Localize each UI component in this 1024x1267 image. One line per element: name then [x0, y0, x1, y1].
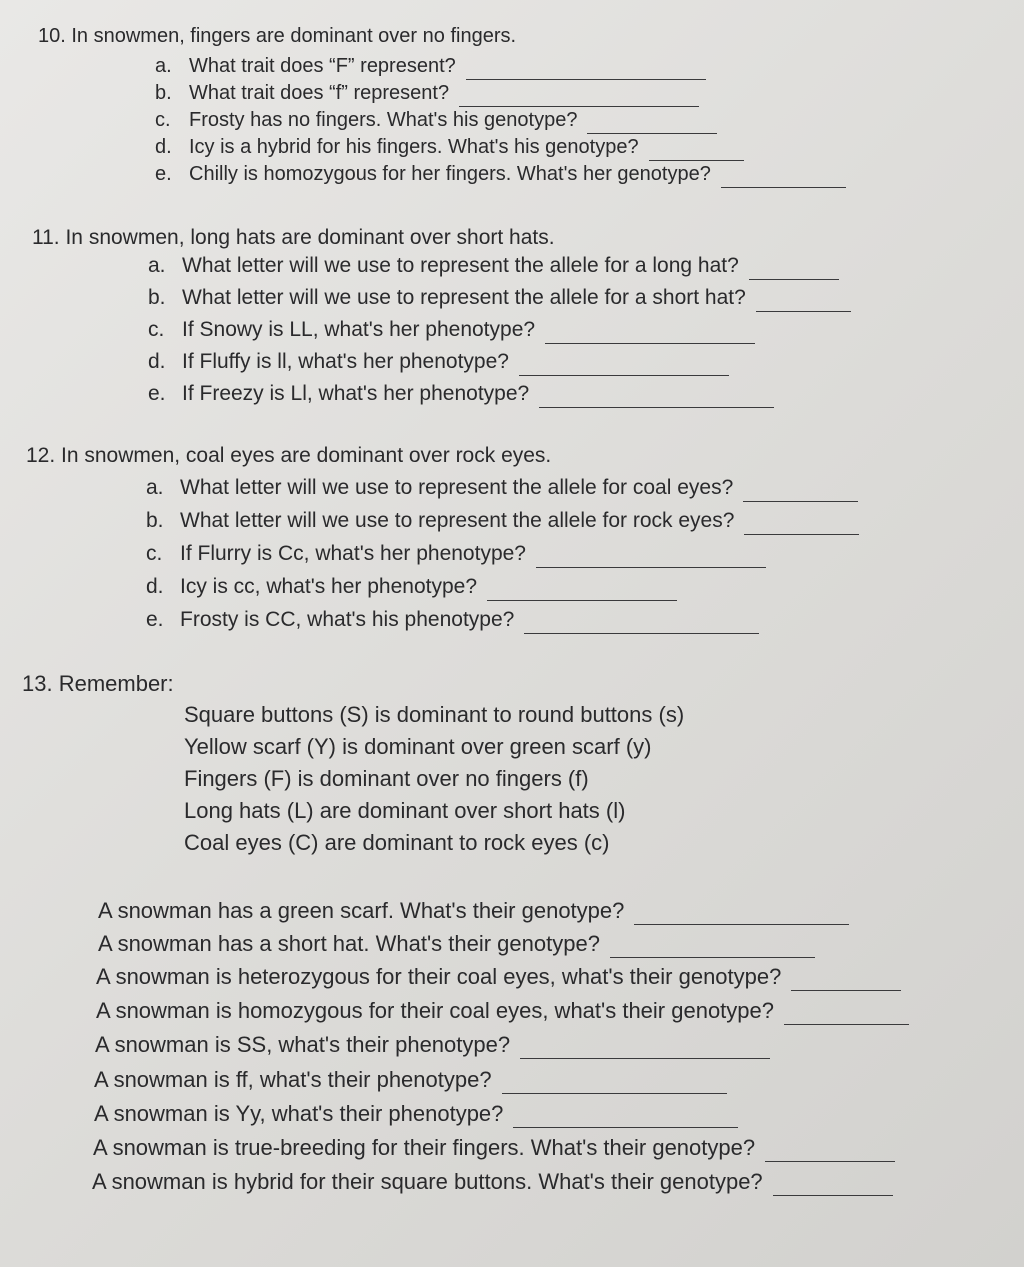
q11-item-c: c. If Snowy is LL, what's her phenotype?	[148, 316, 755, 344]
answer-blank[interactable]	[539, 387, 774, 408]
q13-question: A snowman is SS, what's their phenotype?	[95, 1031, 770, 1059]
q10-heading: 10. In snowmen, fingers are dominant over no fingers.	[38, 25, 517, 47]
q13-question: A snowman is homozygous for their coal eyes, what's their genotype?	[96, 997, 909, 1025]
answer-blank[interactable]	[545, 323, 755, 344]
q13-heading: 13. Remember:	[22, 671, 174, 696]
q10-item-b: b. What trait does “f” represent?	[155, 79, 699, 107]
q13-question: A snowman has a green scarf. What's their genotype?	[98, 897, 849, 925]
q12-item-a: a. What letter will we use to represent the allele for coal eyes?	[146, 474, 858, 502]
answer-blank[interactable]	[765, 1141, 895, 1162]
answer-blank[interactable]	[743, 481, 858, 502]
q12-item-d: d. Icy is cc, what's her phenotype?	[146, 573, 677, 601]
q10-item-a: a. What trait does “F” represent?	[155, 52, 706, 80]
q11-item-d: d. If Fluffy is ll, what's her phenotype?	[148, 348, 729, 376]
answer-blank[interactable]	[784, 1004, 909, 1025]
q13-question: A snowman is hybrid for their square buttons. What's their genotype?	[92, 1168, 893, 1196]
answer-blank[interactable]	[749, 259, 839, 280]
q13-question: A snowman has a short hat. What's their genotype?	[98, 930, 815, 958]
answer-blank[interactable]	[466, 59, 706, 80]
q13-rule: Long hats (L) are dominant over short hats (l)	[184, 798, 626, 823]
answer-blank[interactable]	[610, 937, 815, 958]
q13-question: A snowman is heterozygous for their coal eyes, what's their genotype?	[96, 963, 901, 991]
answer-blank[interactable]	[520, 1038, 770, 1059]
answer-blank[interactable]	[513, 1107, 738, 1128]
answer-blank[interactable]	[502, 1073, 727, 1094]
q10-item-e: e. Chilly is homozygous for her fingers. What's her genotype?	[155, 160, 846, 188]
answer-blank[interactable]	[773, 1175, 893, 1196]
q11-item-e: e. If Freezy is Ll, what's her phenotype?	[148, 380, 774, 408]
q12-item-b: b. What letter will we use to represent the allele for rock eyes?	[146, 507, 859, 535]
q12-heading: 12. In snowmen, coal eyes are dominant over rock eyes.	[26, 444, 552, 467]
q13-question: A snowman is Yy, what's their phenotype?	[94, 1100, 738, 1128]
q12-item-e: e. Frosty is CC, what's his phenotype?	[146, 606, 759, 634]
answer-blank[interactable]	[487, 580, 677, 601]
answer-blank[interactable]	[587, 113, 717, 134]
answer-blank[interactable]	[634, 904, 849, 925]
q13-rule: Square buttons (S) is dominant to round buttons (s)	[184, 702, 685, 727]
q10-item-d: d. Icy is a hybrid for his fingers. What's his genotype?	[155, 133, 744, 161]
q11-item-b: b. What letter will we use to represent the allele for a short hat?	[148, 284, 851, 312]
q12-item-c: c. If Flurry is Cc, what's her phenotype?	[146, 540, 766, 568]
q13-question: A snowman is true-breeding for their fingers. What's their genotype?	[93, 1134, 895, 1162]
answer-blank[interactable]	[721, 167, 846, 188]
q11-heading: 11. In snowmen, long hats are dominant over short hats.	[32, 226, 555, 249]
answer-blank[interactable]	[536, 547, 766, 568]
q13-question: A snowman is ff, what's their phenotype?	[94, 1066, 727, 1094]
answer-blank[interactable]	[744, 514, 859, 535]
q13-rule: Fingers (F) is dominant over no fingers (f)	[184, 766, 589, 791]
q13-rule: Coal eyes (C) are dominant to rock eyes (c)	[184, 830, 610, 855]
answer-blank[interactable]	[524, 613, 759, 634]
answer-blank[interactable]	[519, 355, 729, 376]
answer-blank[interactable]	[756, 291, 851, 312]
answer-blank[interactable]	[791, 970, 901, 991]
answer-blank[interactable]	[649, 140, 744, 161]
q10-item-c: c. Frosty has no fingers. What's his genotype?	[155, 106, 717, 134]
q11-item-a: a. What letter will we use to represent the allele for a long hat?	[148, 252, 839, 280]
q13-rule: Yellow scarf (Y) is dominant over green scarf (y)	[184, 734, 652, 759]
answer-blank[interactable]	[459, 86, 699, 107]
